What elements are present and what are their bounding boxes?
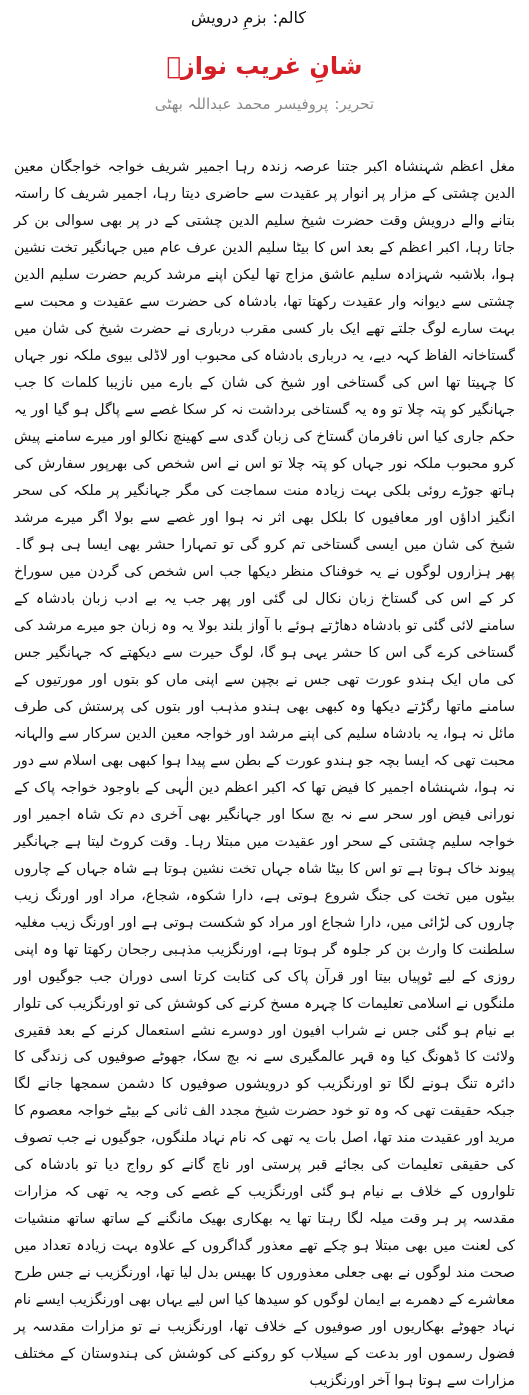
body-paragraph: مغل اعظم شہنشاہ اکبر جتنا عرصہ زندہ رہا اجمیر شریف خواجہ خواجگان معین الدین چشتی کے مزار پر انوار پر عقیدت سے حاضری دیتا رہا، اجمیر شریف کا راستہ بتانے والے درویش وقت حضرت شیخ سلیم الدین چشتی کے در پر بھی سوالی بن کر جاتا رہا، اکبر اعظم کے بعد اس کا بیٹا سلیم الدین عرف عام میں جہانگیر تخت نشین ہوا، بلاشبہ شہزادہ سلیم عاشق مزاج تھا لیکن اپنے مرشد کریم حضرت سلیم الدین چشتی سے دیوانہ وار عقیدت رکھتا تھا، بادشاہ کی حضرت سے عقیدت و محبت سے بہت سارے لوگ جلتے تھے ایک بار کسی مقرب درباری نے حضرت شیخ کی شان میں گستاخانہ الفاظ کہہ دیے، یہ درباری بادشاہ کی محبوب اور لاڈلی بیوی ملکہ نور جہاں کا چہیتا تھا اس کی گستاخی اور شیخ کی شان کے بارے میں نازیبا کلمات کا جب جہانگیر کو پتہ چلا تو وہ یہ گستاخی برداشت نہ کر سکا غصے سے پاگل ہو گیا اور یہ حکم جاری کیا اس نافرمان گستاخ کی زبان گدی سے کھینچ نکالو اور میرے سامنے پیش کرو محبوب ملکہ نور جہاں کو پتہ چلا تو اس نے اس شخص کی بھرپور سفارش کی ہاتھ جوڑے روئی بلکی بہت زیادہ منت سماجت کی مگر جہانگیر پر ملکہ کی سحر انگیز اداؤں اور معافیوں کا بلکل بھی اثر نہ ہوا اور غصے سے بولا اگر میرے مرشد شیخ کی شان میں ایسی گستاخی تم کرو گی تو تمہارا حشر بھی ایسا ہی ہو گا۔ پھر ہزاروں لوگوں نے یہ خوفناک منظر دیکھا جب اس شخص کی گردن میں سوراخ کر کے اس کی گستاخ زبان نکال لی گئی اور پھر جب یہ بے ادب زبان بادشاہ کے سامنے لائی گئی تو بادشاہ دھاڑتے ہوئے با آواز بلند بولا یہ وہ زبان جو میرے مرشد کی گستاخی کرے گی اس کا حشر یہی ہو گا، لوگ حیرت سے دیکھتے کہ جہانگیر جس کی ماں ایک ہندو عورت تھی جس نے بچپن سے اپنی ماں کو بتوں اور مورتیوں کے سامنے ماتھا رگڑتے دیکھا وہ کبھی بھی ہندو مذہب اور بتوں کی پرستش کی طرف مائل نہ ہوا، یہ بادشاہ سلیم کی اپنے مرشد اور خواجہ معین الدین سرکار سے والہانہ محبت تھی کہ ایسا بچہ جو ہندو عورت کے بطن سے پیدا ہوا کبھی بھی اسلام سے دور نہ ہوا، شہنشاہ اجمیر کا فیض تھا کہ اکبر اعظم دین الٰہی کے باوجود خواجہ پاک کے نورانی فیض اور سحر سے نہ بچ سکا اور جہانگیر بھی آخری دم تک شاہ اجمیر اور خواجہ سلیم چشتی کے سحر اور عقیدت میں مبتلا رہا۔ وقت کروٹ لیتا ہے جہانگیر پیوند خاک ہوتا ہے تو اس کا بیٹا شاہ جہاں تخت نشین ہوتا ہے شاہ جہاں کے چاروں بیٹوں میں تخت کی جنگ شروع ہوتی ہے، دارا شکوہ، شجاع، مراد اور اورنگ زیب چاروں کی لڑائی میں، دارا شجاع اور مراد کو شکست ہوتی ہے اور اورنگ زیب مغلیہ سلطنت کا وارث بن کر جلوہ گر ہوتا ہے، اورنگزیب مذہبی رجحان رکھتا تھا وہ اپنی روزی کے لیے ٹوپیاں بیتا اور قرآن پاک کی کتابت کرتا اسی دوران جب جوگیوں اور ملنگوں نے اسلامی تعلیمات کا چہرہ مسخ کرنے کی کوشش کی تو اورنگزیب کی تلوار بے نیام ہو گئی جس نے شراب افیون اور دوسرے نشے استعمال کرنے کے بعد فقیری ولائت کا ڈھونگ کیا وہ قہر عالمگیری سے نہ بچ سکا، جھوٹے صوفیوں کی زندگی کا دائرہ تنگ ہونے لگا تو اورنگزیب کو درویشوں صوفیوں کا دشمن سمجھا جانے لگا جبکہ حقیقت تھی کہ وہ تو خود حضرت شیخ مجدد الف ثانی کے بیٹے خواجہ معصوم کا مرید اور عقیدت مند تھا، اصل بات یہ تھی کہ نام نہاد ملنگوں، جوگیوں نے جب تصوف کی حقیقی تعلیمات کی بجائے قبر پرستی اور ناچ گانے کو رواج دیا تو بادشاہ کی تلواروں کے خلاف بے نیام ہو گئی اورنگزیب کے غصے کی وجہ یہ تھی کہ مزارات مقدسہ پر ہر وقت میلہ لگا رہتا تھا یہ بھکاری بھیک مانگنے کے ساتھ ساتھ منشیات کی لعنت میں بھی مبتلا ہو چکے تھے معذور گداگروں کے علاوہ بہت زیادہ تعداد میں صحت مند لوگوں نے بھی جعلی معذوروں کا بھیس بدل لیا تھا، اورنگزیب نے جس طرح معاشرے کے دھمرے بے ایمان لوگوں کو سیدھا کیا اس لیے یہاں بھی اورنگزیب ایسے نام نہاد جھوٹے بھکاریوں اور صوفیوں کے خلاف تھا، اورنگزیب نے تو مزارات مقدسہ پر فضول رسموں اور بدعت کے سیلاب کو روکنے کی کوشش کی ہندوستان کے مختلف مزارات سے ہوتا ہوا آخر اورنگزیب [14,159,515,1390]
column-name: بزمِ درویش [190,8,267,27]
article-body [14,154,515,1395]
column-label: کالم: [272,8,306,27]
article-header [0,0,529,152]
byline [149,95,374,113]
column-name-line [185,8,306,27]
article-title: شانِ غریب نوازؒ [166,52,363,80]
byline-label: تحریر: [334,95,374,113]
byline-author: پروفیسر محمد عبداللہ بھٹی [154,95,329,113]
